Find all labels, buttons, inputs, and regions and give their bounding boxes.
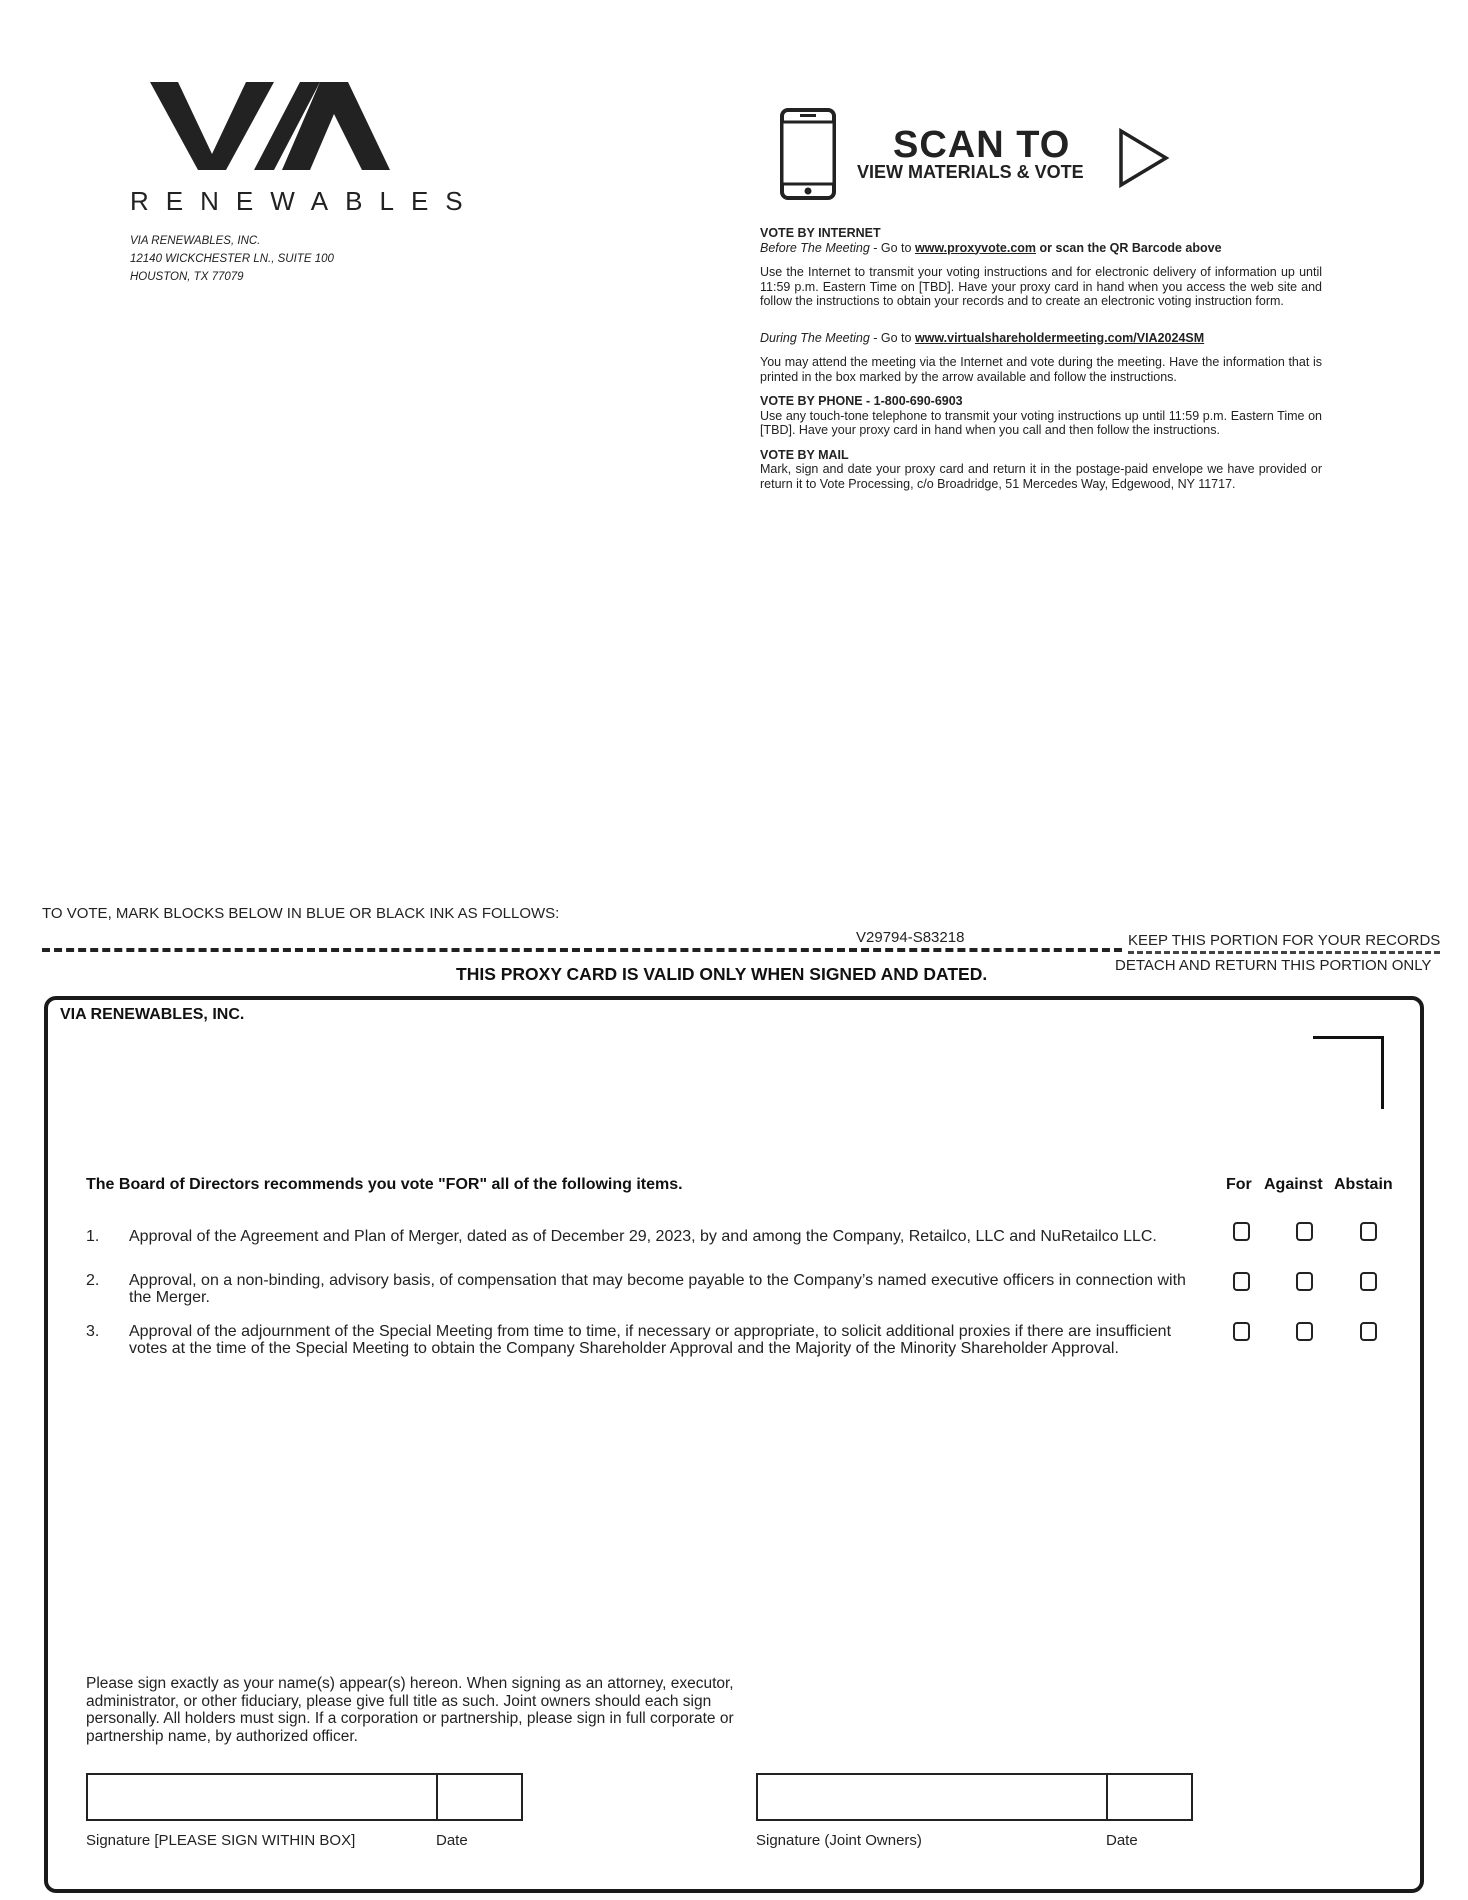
address-box-corner	[1313, 1036, 1384, 1109]
proposal-number: 3.	[86, 1323, 100, 1340]
during-meeting-label: During The Meeting	[760, 330, 870, 345]
scan-subtitle: VIEW MATERIALS & VOTE	[857, 162, 1084, 182]
address-line: 12140 WICKCHESTER LN., SUITE 100	[130, 253, 334, 265]
board-recommendation: The Board of Directors recommends you vote "FOR" all of the following items.	[86, 1176, 683, 1193]
smartphone-icon	[780, 108, 836, 200]
signature-box[interactable]	[86, 1773, 438, 1821]
abstain-checkbox[interactable]	[1360, 1272, 1377, 1291]
vote-internet-body: Use the Internet to transmit your voting instructions and for electronic delivery of information up until 11:59 p.m. Eastern Time on [TBD]. Have your proxy card in hand when you access the web site and follow the instructions to obtain your records and to create an electronic voting instruction form.	[760, 265, 1322, 308]
detach-line	[42, 948, 1122, 952]
column-abstain: Abstain	[1334, 1176, 1393, 1193]
valid-notice: THIS PROXY CARD IS VALID ONLY WHEN SIGNED AND DATED.	[456, 964, 988, 984]
vote-phone-heading: VOTE BY PHONE - 1-800-690-6903	[760, 394, 963, 408]
date-label: Date	[436, 1832, 468, 1849]
address-line: VIA RENEWABLES, INC.	[130, 235, 261, 247]
column-for: For	[1226, 1176, 1252, 1193]
voting-instructions	[760, 226, 1322, 491]
company-logo	[150, 78, 390, 174]
go-to-text: - Go to	[869, 330, 915, 345]
joint-date-label: Date	[1106, 1832, 1138, 1849]
vote-internet-before	[760, 241, 1322, 256]
detach-portion-label: DETACH AND RETURN THIS PORTION ONLY	[1115, 957, 1432, 974]
abstain-checkbox[interactable]	[1360, 1222, 1377, 1241]
qr-instruction: or scan the QR Barcode above	[1036, 240, 1222, 255]
vote-internet-during-body: You may attend the meeting via the Internet and vote during the meeting. Have the information that is printed in the box marked by the arrow available and follow the instructions.	[760, 355, 1322, 384]
scan-title: SCAN TO	[893, 124, 1071, 166]
signing-instructions: Please sign exactly as your name(s) appear(s) hereon. When signing as an attorney, executor, administrator, or other fiduciary, please give full title as such. Joint owners should each sign personally. All holders must sign. If a corporation or partnership, please sign in full corporate or partnership name, by authorized officer.	[86, 1675, 734, 1745]
against-checkbox[interactable]	[1296, 1222, 1313, 1241]
logo-subtitle: RENEWABLES	[130, 186, 480, 216]
for-checkbox[interactable]	[1233, 1272, 1250, 1291]
virtual-meeting-link[interactable]: www.virtualshareholdermeeting.com/VIA2024SM	[914, 330, 1205, 345]
proxy-card	[44, 996, 1424, 1893]
before-meeting-label: Before The Meeting	[760, 240, 870, 255]
column-against: Against	[1264, 1176, 1323, 1193]
address-line: HOUSTON, TX 77079	[130, 271, 244, 283]
company-address	[130, 232, 334, 286]
abstain-checkbox[interactable]	[1360, 1322, 1377, 1341]
proposal-text: Approval of the Agreement and Plan of Merger, dated as of December 29, 2023, by and among the Company, Retailco, LLC and NuRetailco LLC.	[129, 1228, 1157, 1245]
joint-date-box[interactable]	[1106, 1773, 1193, 1821]
proposal-text: Approval of the adjournment of the Special Meeting from time to time, if necessary or appropriate, to solicit additional proxies if there are insufficient votes at the time of the Special Meeting to obtain the Company Shareholder Approval and the Majority of the Minority Shareholder Approval.	[129, 1323, 1172, 1357]
proxyvote-link[interactable]: www.proxyvote.com	[914, 240, 1037, 255]
for-checkbox[interactable]	[1233, 1222, 1250, 1241]
date-box[interactable]	[436, 1773, 523, 1821]
ink-instructions: TO VOTE, MARK BLOCKS BELOW IN BLUE OR BLACK INK AS FOLLOWS:	[42, 905, 560, 922]
for-checkbox[interactable]	[1233, 1322, 1250, 1341]
against-checkbox[interactable]	[1296, 1272, 1313, 1291]
vote-mail-heading: VOTE BY MAIL	[760, 447, 849, 462]
vote-mail-body: Mark, sign and date your proxy card and return it in the postage-paid envelope we have provided or return it to Vote Processing, c/o Broadridge, 51 Mercedes Way, Edgewood, NY 11717.	[760, 462, 1322, 491]
go-to-text: - Go to	[869, 240, 915, 255]
keep-portion-label: KEEP THIS PORTION FOR YOUR RECORDS	[1128, 932, 1440, 954]
arrow-right-icon	[1118, 128, 1170, 188]
joint-signature-box[interactable]	[756, 1773, 1108, 1821]
control-number: V29794-S83218	[856, 929, 965, 946]
against-checkbox[interactable]	[1296, 1322, 1313, 1341]
vote-internet-during	[760, 331, 1322, 346]
signature-label: Signature [PLEASE SIGN WITHIN BOX]	[86, 1832, 356, 1849]
vote-phone-body: Use any touch-tone telephone to transmit your voting instructions up until 11:59 p.m. Eastern Time on [TBD]. Have your proxy card in hand when you call and then follow the instructions.	[760, 408, 1322, 437]
proposal-text: Approval, on a non-binding, advisory basis, of compensation that may become payable to the Company’s named executive officers in connection with the Merger.	[129, 1272, 1186, 1306]
card-company-name: VIA RENEWABLES, INC.	[60, 1006, 245, 1023]
proposal-number: 2.	[86, 1272, 100, 1289]
proposal-number: 1.	[86, 1228, 100, 1245]
vote-internet-heading: VOTE BY INTERNET	[760, 226, 881, 240]
joint-signature-label: Signature (Joint Owners)	[756, 1832, 922, 1849]
